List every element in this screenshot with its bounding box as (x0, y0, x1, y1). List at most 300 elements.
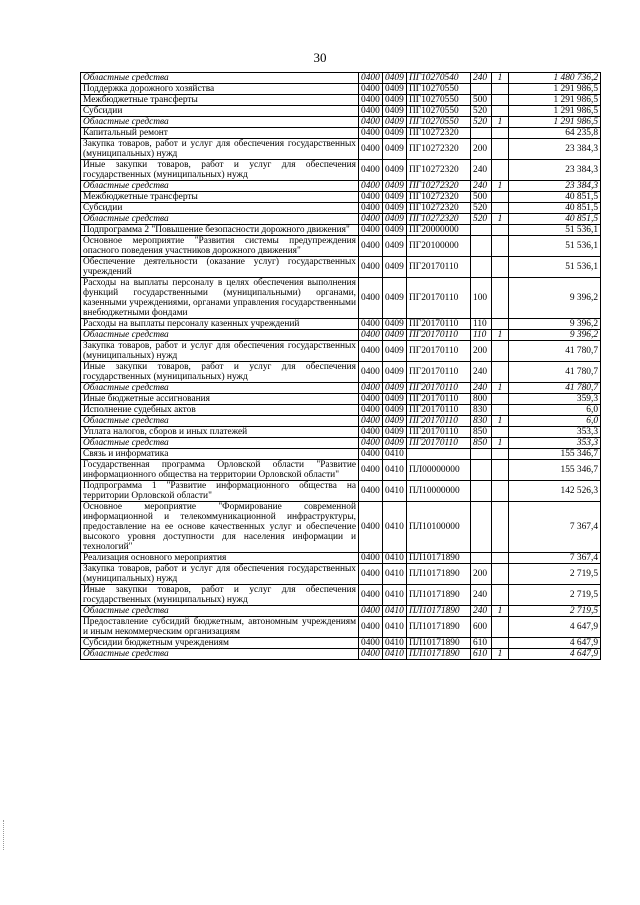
table-row (81, 502, 601, 553)
row-group-code: 1 (492, 438, 509, 449)
row-subsection-code: 0410 (383, 449, 407, 460)
row-amount: 2 719,5 (509, 606, 601, 617)
row-subsection-code: 0409 (383, 278, 407, 319)
row-group-code (492, 405, 509, 416)
row-amount: 41 780,7 (509, 341, 601, 362)
row-expense-type (471, 553, 492, 564)
row-name: Областные средства (81, 438, 359, 449)
table-row (81, 449, 601, 460)
row-subsection-code: 0409 (383, 383, 407, 394)
row-section-code: 0400 (359, 117, 383, 128)
table-row (81, 427, 601, 438)
row-section-code: 0400 (359, 128, 383, 139)
page-number: 30 (313, 50, 327, 65)
row-expense-type (471, 481, 492, 502)
budget-table (80, 72, 601, 660)
row-group-code: 1 (492, 214, 509, 225)
row-group-code (492, 449, 509, 460)
row-name: Реализация основного мероприятия (81, 553, 359, 564)
row-amount: 6,0 (509, 416, 601, 427)
row-group-code (492, 341, 509, 362)
row-expense-type: 850 (471, 427, 492, 438)
row-target-article: ПГ20170110 (407, 319, 471, 330)
row-target-article: ПГ20170110 (407, 438, 471, 449)
row-amount: 4 647,9 (509, 649, 601, 660)
row-group-code (492, 585, 509, 606)
row-group-code (492, 460, 509, 481)
row-amount: 51 536,1 (509, 236, 601, 257)
row-subsection-code: 0409 (383, 330, 407, 341)
table-row (81, 278, 601, 319)
row-amount: 41 780,7 (509, 383, 601, 394)
row-amount: 4 647,9 (509, 638, 601, 649)
row-target-article: ПГ20170110 (407, 362, 471, 383)
row-target-article: ПГ10272320 (407, 203, 471, 214)
row-group-code (492, 278, 509, 319)
row-name: Иные бюджетные ассигнования (81, 394, 359, 405)
row-subsection-code: 0410 (383, 564, 407, 585)
row-section-code: 0400 (359, 214, 383, 225)
row-subsection-code: 0409 (383, 438, 407, 449)
row-target-article: ПЛ00000000 (407, 460, 471, 481)
row-section-code: 0400 (359, 225, 383, 236)
row-target-article: ПГ10272320 (407, 139, 471, 160)
row-subsection-code: 0410 (383, 553, 407, 564)
row-expense-type (471, 257, 492, 278)
row-group-code (492, 128, 509, 139)
row-section-code: 0400 (359, 481, 383, 502)
row-name: Связь и информатика (81, 449, 359, 460)
row-amount: 1 291 986,5 (509, 95, 601, 106)
table-row (81, 341, 601, 362)
row-group-code (492, 95, 509, 106)
row-name: Расходы на выплаты персоналу казенных учреждений (81, 319, 359, 330)
row-section-code: 0400 (359, 606, 383, 617)
table-row (81, 319, 601, 330)
row-group-code: 1 (492, 117, 509, 128)
row-section-code: 0400 (359, 341, 383, 362)
row-expense-type: 240 (471, 73, 492, 84)
row-amount: 2 719,5 (509, 564, 601, 585)
row-subsection-code: 0410 (383, 638, 407, 649)
row-expense-type: 100 (471, 278, 492, 319)
row-target-article: ПГ10270550 (407, 95, 471, 106)
row-target-article: ПГ10272320 (407, 160, 471, 181)
row-target-article: ПГ20170110 (407, 394, 471, 405)
row-expense-type: 200 (471, 139, 492, 160)
row-group-code (492, 638, 509, 649)
scan-margin-mark (3, 820, 6, 850)
row-amount: 353,3 (509, 427, 601, 438)
table-row (81, 106, 601, 117)
row-group-code (492, 192, 509, 203)
row-subsection-code: 0409 (383, 362, 407, 383)
row-target-article: ПГ10272320 (407, 181, 471, 192)
row-name: Поддержка дорожного хозяйства (81, 84, 359, 95)
row-group-code: 1 (492, 649, 509, 660)
row-amount: 1 291 986,5 (509, 117, 601, 128)
row-subsection-code: 0409 (383, 95, 407, 106)
row-target-article: ПЛ10100000 (407, 502, 471, 553)
row-target-article: ПГ20170110 (407, 278, 471, 319)
row-section-code: 0400 (359, 460, 383, 481)
table-row (81, 257, 601, 278)
row-group-code: 1 (492, 383, 509, 394)
row-expense-type (471, 225, 492, 236)
row-target-article: ПГ20170110 (407, 341, 471, 362)
row-group-code (492, 319, 509, 330)
row-subsection-code: 0409 (383, 394, 407, 405)
row-subsection-code: 0409 (383, 160, 407, 181)
row-expense-type: 610 (471, 638, 492, 649)
row-subsection-code: 0410 (383, 460, 407, 481)
row-amount: 64 235,8 (509, 128, 601, 139)
row-group-code (492, 553, 509, 564)
table-row (81, 585, 601, 606)
row-section-code: 0400 (359, 649, 383, 660)
row-target-article: ПГ10272320 (407, 214, 471, 225)
row-subsection-code: 0410 (383, 649, 407, 660)
row-subsection-code: 0409 (383, 341, 407, 362)
row-expense-type: 520 (471, 203, 492, 214)
table-row (81, 638, 601, 649)
table-row (81, 481, 601, 502)
row-expense-type: 240 (471, 383, 492, 394)
table-row (81, 84, 601, 95)
row-expense-type: 110 (471, 319, 492, 330)
row-amount: 51 536,1 (509, 257, 601, 278)
row-group-code (492, 160, 509, 181)
row-subsection-code: 0409 (383, 427, 407, 438)
table-row (81, 617, 601, 638)
row-name: Закупка товаров, работ и услуг для обеспечения государственных (муниципальных) нужд (81, 564, 359, 585)
row-expense-type: 520 (471, 214, 492, 225)
row-section-code: 0400 (359, 192, 383, 203)
row-target-article: ПЛ10171890 (407, 638, 471, 649)
row-name: Расходы на выплаты персоналу в целях обеспечения выполнения функций государственными (муниципальными) органами, казенными учреждениями, органами управления государственными внебюджетными фондами (81, 278, 359, 319)
row-target-article: ПЛ10171890 (407, 606, 471, 617)
row-expense-type: 850 (471, 438, 492, 449)
row-amount: 9 396,2 (509, 278, 601, 319)
row-name: Иные закупки товаров, работ и услуг для обеспечения государственных (муниципальных) нужд (81, 362, 359, 383)
row-group-code (492, 427, 509, 438)
table-row (81, 95, 601, 106)
row-section-code: 0400 (359, 416, 383, 427)
row-target-article: ПГ10270550 (407, 84, 471, 95)
row-group-code (492, 257, 509, 278)
row-subsection-code: 0409 (383, 106, 407, 117)
row-subsection-code: 0410 (383, 481, 407, 502)
table-row (81, 139, 601, 160)
row-group-code (492, 394, 509, 405)
row-name: Областные средства (81, 649, 359, 660)
row-amount: 41 780,7 (509, 362, 601, 383)
row-expense-type (471, 502, 492, 553)
row-section-code: 0400 (359, 139, 383, 160)
row-target-article: ПГ20170110 (407, 416, 471, 427)
row-group-code (492, 225, 509, 236)
row-expense-type (471, 84, 492, 95)
table-row (81, 73, 601, 84)
row-expense-type: 520 (471, 117, 492, 128)
row-section-code: 0400 (359, 638, 383, 649)
table-row (81, 460, 601, 481)
row-name: Закупка товаров, работ и услуг для обеспечения государственных (муниципальных) нужд (81, 341, 359, 362)
row-target-article: ПГ10270550 (407, 106, 471, 117)
row-name: Областные средства (81, 383, 359, 394)
row-name: Областные средства (81, 416, 359, 427)
row-section-code: 0400 (359, 95, 383, 106)
row-expense-type: 500 (471, 192, 492, 203)
row-group-code (492, 139, 509, 160)
row-target-article: ПГ10270540 (407, 73, 471, 84)
row-group-code (492, 564, 509, 585)
row-target-article: ПЛ10171890 (407, 553, 471, 564)
row-section-code: 0400 (359, 236, 383, 257)
row-group-code: 1 (492, 73, 509, 84)
row-subsection-code: 0409 (383, 214, 407, 225)
row-name: Субсидии (81, 106, 359, 117)
table-row (81, 564, 601, 585)
row-target-article: ПЛ10171890 (407, 564, 471, 585)
row-subsection-code: 0410 (383, 606, 407, 617)
row-name: Обеспечение деятельности (оказание услуг) государственных учреждений (81, 257, 359, 278)
row-name: Уплата налогов, сборов и иных платежей (81, 427, 359, 438)
row-name: Государственная программа Орловской области "Развитие информационного общества на территории Орловской области" (81, 460, 359, 481)
row-section-code: 0400 (359, 73, 383, 84)
row-section-code: 0400 (359, 106, 383, 117)
row-section-code: 0400 (359, 257, 383, 278)
row-section-code: 0400 (359, 362, 383, 383)
row-name: Субсидии бюджетным учреждениям (81, 638, 359, 649)
row-expense-type: 240 (471, 606, 492, 617)
row-amount: 1 291 986,5 (509, 106, 601, 117)
row-section-code: 0400 (359, 449, 383, 460)
row-target-article: ПГ20000000 (407, 225, 471, 236)
row-subsection-code: 0409 (383, 257, 407, 278)
row-expense-type: 600 (471, 617, 492, 638)
row-subsection-code: 0409 (383, 225, 407, 236)
row-amount: 142 526,3 (509, 481, 601, 502)
row-target-article: ПГ20170110 (407, 257, 471, 278)
table-row (81, 128, 601, 139)
row-subsection-code: 0409 (383, 181, 407, 192)
table-row (81, 214, 601, 225)
row-amount: 1 291 986,5 (509, 84, 601, 95)
row-expense-type: 610 (471, 649, 492, 660)
row-name: Предоставление субсидий бюджетным, автономным учреждениям и иным некоммерческим организациям (81, 617, 359, 638)
row-expense-type: 110 (471, 330, 492, 341)
row-section-code: 0400 (359, 585, 383, 606)
row-target-article: ПГ20170110 (407, 405, 471, 416)
row-name: Капитальный ремонт (81, 128, 359, 139)
row-amount: 40 851,5 (509, 192, 601, 203)
row-section-code: 0400 (359, 394, 383, 405)
table-row (81, 405, 601, 416)
row-amount: 7 367,4 (509, 553, 601, 564)
row-expense-type: 200 (471, 564, 492, 585)
row-expense-type: 500 (471, 95, 492, 106)
row-expense-type: 240 (471, 160, 492, 181)
row-name: Межбюджетные трансферты (81, 95, 359, 106)
row-group-code (492, 236, 509, 257)
row-subsection-code: 0409 (383, 84, 407, 95)
row-section-code: 0400 (359, 278, 383, 319)
table-row (81, 225, 601, 236)
row-group-code: 1 (492, 181, 509, 192)
row-target-article: ПГ10272320 (407, 128, 471, 139)
row-subsection-code: 0410 (383, 585, 407, 606)
row-amount: 51 536,1 (509, 225, 601, 236)
row-name: Областные средства (81, 214, 359, 225)
row-expense-type: 200 (471, 341, 492, 362)
table-row (81, 192, 601, 203)
row-expense-type: 830 (471, 416, 492, 427)
row-subsection-code: 0409 (383, 73, 407, 84)
row-section-code: 0400 (359, 383, 383, 394)
row-amount: 9 396,2 (509, 319, 601, 330)
row-name: Межбюджетные трансферты (81, 192, 359, 203)
table-row (81, 330, 601, 341)
table-row (81, 117, 601, 128)
row-group-code (492, 481, 509, 502)
row-group-code: 1 (492, 606, 509, 617)
table-row (81, 383, 601, 394)
row-amount: 9 396,2 (509, 330, 601, 341)
row-target-article: ПЛ10171890 (407, 649, 471, 660)
table-row (81, 362, 601, 383)
row-subsection-code: 0409 (383, 405, 407, 416)
row-expense-type: 520 (471, 106, 492, 117)
row-amount: 4 647,9 (509, 617, 601, 638)
row-amount: 359,3 (509, 394, 601, 405)
row-amount: 23 384,3 (509, 160, 601, 181)
row-subsection-code: 0410 (383, 617, 407, 638)
row-name: Основное мероприятие "Развития системы предупреждения опасного поведения участников дорожного движения" (81, 236, 359, 257)
row-subsection-code: 0409 (383, 203, 407, 214)
row-section-code: 0400 (359, 160, 383, 181)
row-subsection-code: 0409 (383, 117, 407, 128)
row-section-code: 0400 (359, 405, 383, 416)
row-subsection-code: 0409 (383, 416, 407, 427)
row-name: Областные средства (81, 330, 359, 341)
row-section-code: 0400 (359, 181, 383, 192)
row-target-article: ПГ20170110 (407, 330, 471, 341)
row-name: Областные средства (81, 73, 359, 84)
table-row (81, 606, 601, 617)
row-expense-type: 240 (471, 181, 492, 192)
table-row (81, 181, 601, 192)
table-row (81, 416, 601, 427)
table-row (81, 553, 601, 564)
row-target-article (407, 449, 471, 460)
row-amount: 40 851,5 (509, 214, 601, 225)
row-expense-type (471, 460, 492, 481)
row-section-code: 0400 (359, 84, 383, 95)
table-row (81, 649, 601, 660)
row-group-code (492, 203, 509, 214)
row-amount: 155 346,7 (509, 449, 601, 460)
row-group-code: 1 (492, 330, 509, 341)
row-section-code: 0400 (359, 617, 383, 638)
row-section-code: 0400 (359, 438, 383, 449)
row-target-article: ПЛ10000000 (407, 481, 471, 502)
row-expense-type: 240 (471, 585, 492, 606)
row-name: Основное мероприятие "Формирование современной информационной и телекоммуникационной инфраструктуры, предоставление на ее основе качественных услуг и обеспечение высокого уровня доступности для населения информации и технологий" (81, 502, 359, 553)
row-name: Иные закупки товаров, работ и услуг для обеспечения государственных (муниципальных) нужд (81, 585, 359, 606)
table-row (81, 438, 601, 449)
row-amount: 1 480 736,2 (509, 73, 601, 84)
row-subsection-code: 0409 (383, 128, 407, 139)
row-name: Исполнение судебных актов (81, 405, 359, 416)
row-target-article: ПЛ10171890 (407, 585, 471, 606)
row-subsection-code: 0409 (383, 236, 407, 257)
row-target-article: ПГ20170110 (407, 427, 471, 438)
row-group-code (492, 502, 509, 553)
row-expense-type (471, 236, 492, 257)
row-expense-type: 800 (471, 394, 492, 405)
row-name: Подпрограмма 1 "Развитие информационного общества на территории Орловской области" (81, 481, 359, 502)
row-expense-type: 830 (471, 405, 492, 416)
row-target-article: ПГ20170110 (407, 383, 471, 394)
row-section-code: 0400 (359, 553, 383, 564)
row-subsection-code: 0410 (383, 502, 407, 553)
row-target-article: ПГ20100000 (407, 236, 471, 257)
row-target-article: ПГ10270550 (407, 117, 471, 128)
row-name: Областные средства (81, 117, 359, 128)
table-row (81, 203, 601, 214)
row-section-code: 0400 (359, 502, 383, 553)
row-name: Субсидии (81, 203, 359, 214)
row-amount: 7 367,4 (509, 502, 601, 553)
row-target-article: ПЛ10171890 (407, 617, 471, 638)
row-name: Областные средства (81, 181, 359, 192)
row-subsection-code: 0409 (383, 139, 407, 160)
row-group-code (492, 362, 509, 383)
row-subsection-code: 0409 (383, 192, 407, 203)
row-subsection-code: 0409 (383, 319, 407, 330)
row-group-code (492, 617, 509, 638)
row-amount: 40 851,5 (509, 203, 601, 214)
budget-table-body (81, 73, 601, 660)
row-group-code: 1 (492, 416, 509, 427)
table-row (81, 160, 601, 181)
row-expense-type (471, 449, 492, 460)
row-amount: 23 384,3 (509, 181, 601, 192)
row-expense-type (471, 128, 492, 139)
row-name: Закупка товаров, работ и услуг для обеспечения государственных (муниципальных) нужд (81, 139, 359, 160)
row-name: Иные закупки товаров, работ и услуг для обеспечения государственных (муниципальных) нужд (81, 160, 359, 181)
row-amount: 2 719,5 (509, 585, 601, 606)
row-name: Областные средства (81, 606, 359, 617)
row-section-code: 0400 (359, 427, 383, 438)
row-section-code: 0400 (359, 564, 383, 585)
row-group-code (492, 106, 509, 117)
row-section-code: 0400 (359, 319, 383, 330)
row-amount: 353,3 (509, 438, 601, 449)
row-name: Подпрограмма 2 "Повышение безопасности дорожного движения" (81, 225, 359, 236)
table-row (81, 394, 601, 405)
row-amount: 6,0 (509, 405, 601, 416)
row-amount: 155 346,7 (509, 460, 601, 481)
row-group-code (492, 84, 509, 95)
row-section-code: 0400 (359, 203, 383, 214)
row-target-article: ПГ10272320 (407, 192, 471, 203)
row-amount: 23 384,3 (509, 139, 601, 160)
row-expense-type: 240 (471, 362, 492, 383)
row-section-code: 0400 (359, 330, 383, 341)
table-row (81, 236, 601, 257)
